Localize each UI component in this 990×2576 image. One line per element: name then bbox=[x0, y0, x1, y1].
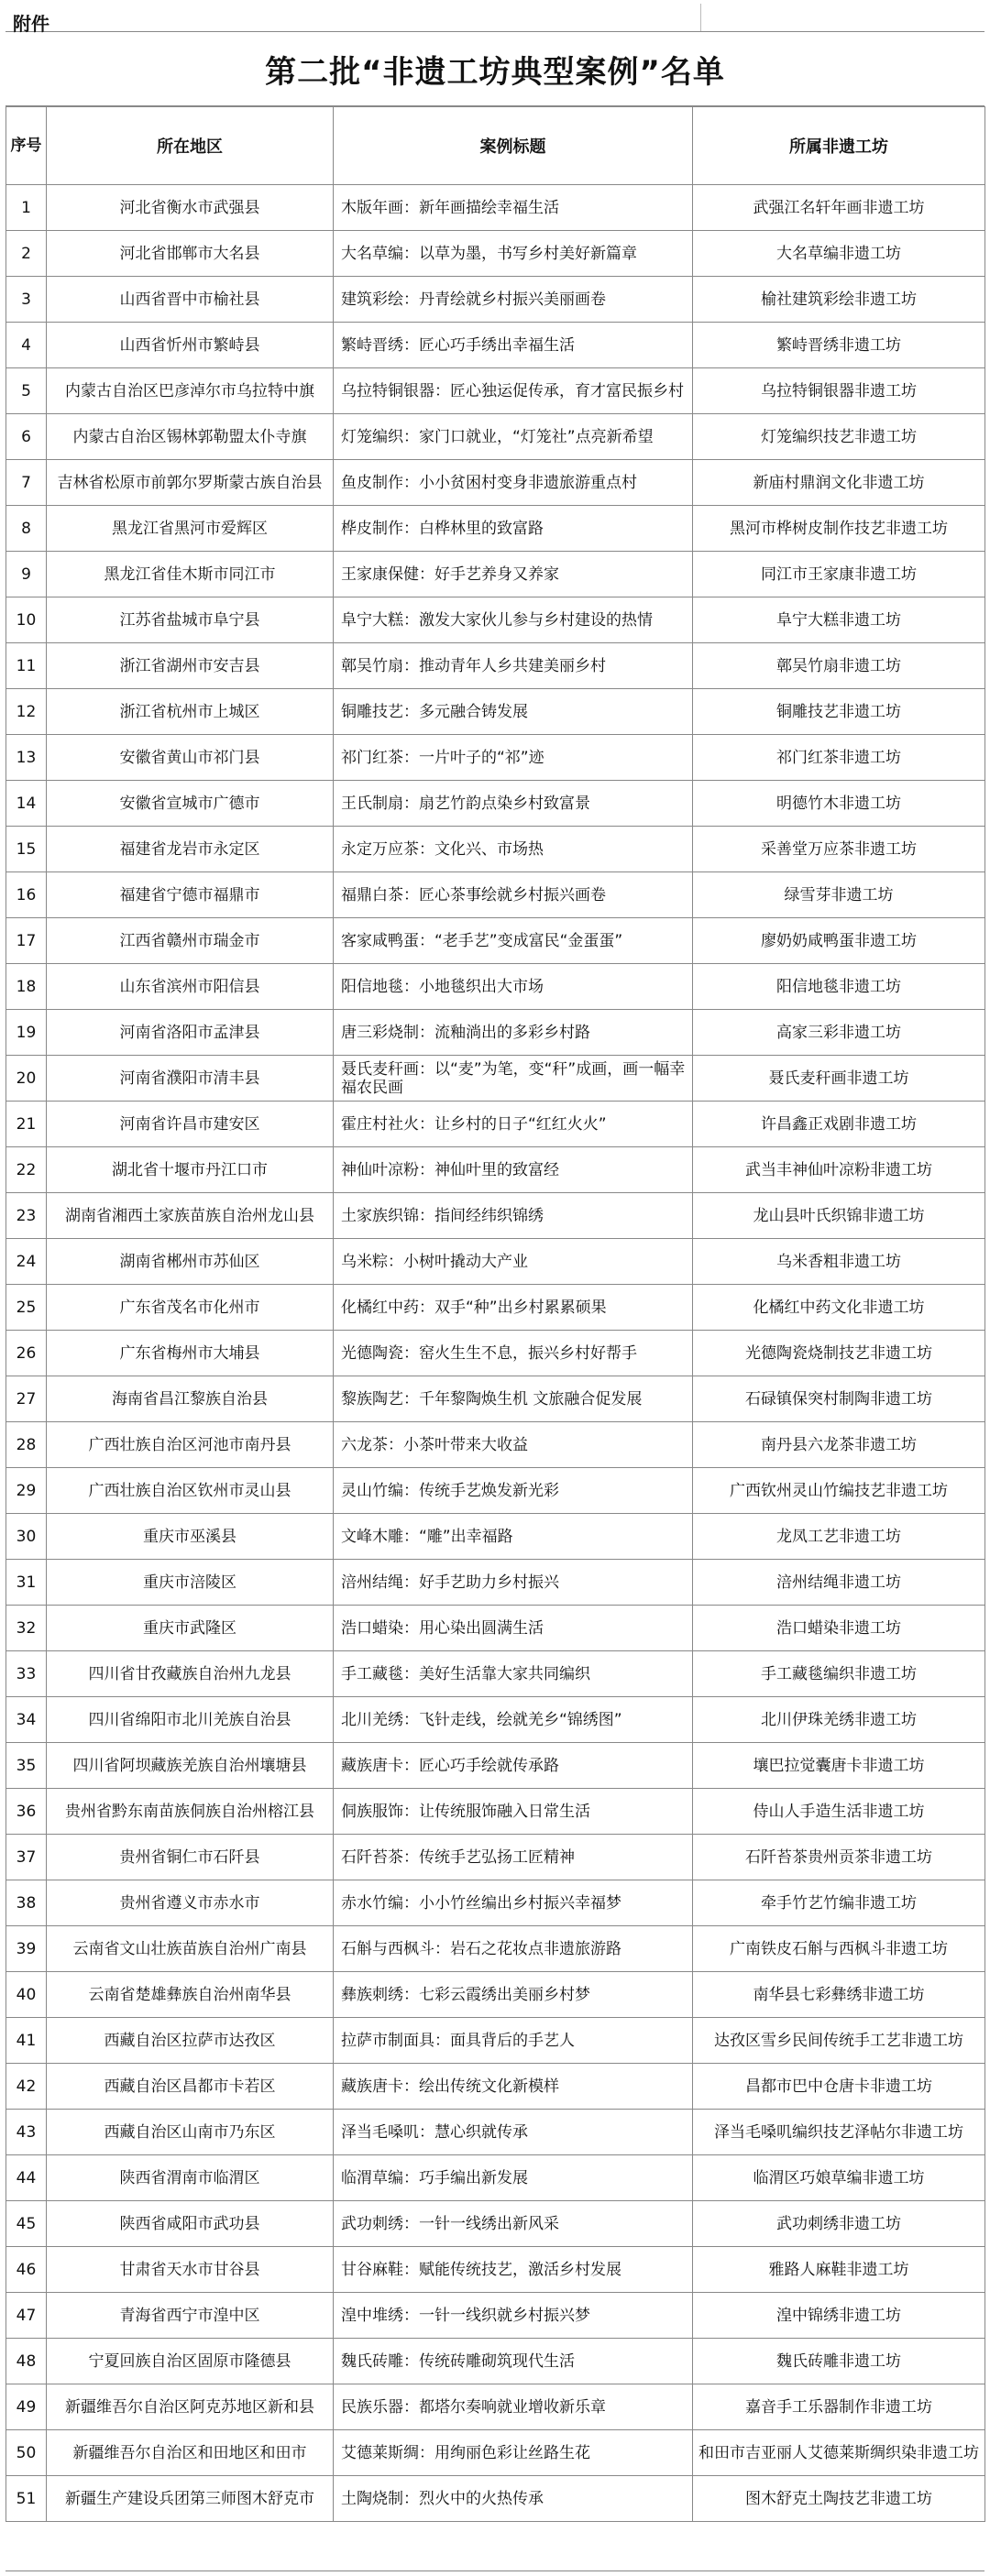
row-case-title: 唐三彩烧制：流釉淌出的多彩乡村路 bbox=[334, 1010, 693, 1056]
row-case-title: 阳信地毯：小地毯织出大市场 bbox=[334, 964, 693, 1010]
row-case-title: 六龙茶：小茶叶带来大收益 bbox=[334, 1422, 693, 1468]
row-index: 32 bbox=[6, 1606, 47, 1651]
row-region: 河南省濮阳市清丰县 bbox=[47, 1056, 334, 1102]
row-workshop: 祁门红茶非遗工坊 bbox=[693, 735, 985, 781]
row-index: 38 bbox=[6, 1880, 47, 1926]
row-region: 贵州省遵义市赤水市 bbox=[47, 1880, 334, 1926]
row-workshop: 新庙村鼎润文化非遗工坊 bbox=[693, 460, 985, 506]
table-row bbox=[6, 460, 985, 506]
row-workshop: 明德竹木非遗工坊 bbox=[693, 781, 985, 827]
row-index: 37 bbox=[6, 1835, 47, 1880]
row-case-title: 黎族陶艺：千年黎陶焕生机 文旅融合促发展 bbox=[334, 1376, 693, 1422]
row-region: 重庆市巫溪县 bbox=[47, 1514, 334, 1560]
row-region: 河南省许昌市建安区 bbox=[47, 1102, 334, 1147]
row-index: 17 bbox=[6, 918, 47, 964]
table-row bbox=[6, 1193, 985, 1239]
table-row bbox=[6, 1606, 985, 1651]
table-row bbox=[6, 597, 985, 643]
row-index: 46 bbox=[6, 2247, 47, 2293]
table-row bbox=[6, 2064, 985, 2110]
row-index: 51 bbox=[6, 2476, 47, 2522]
row-workshop: 武功刺绣非遗工坊 bbox=[693, 2201, 985, 2247]
row-region: 西藏自治区昌都市卡若区 bbox=[47, 2064, 334, 2110]
row-region: 山东省滨州市阳信县 bbox=[47, 964, 334, 1010]
table-row bbox=[6, 1972, 985, 2018]
table-row bbox=[6, 323, 985, 368]
row-index: 15 bbox=[6, 827, 47, 872]
row-case-title: 建筑彩绘：丹青绘就乡村振兴美丽画卷 bbox=[334, 277, 693, 323]
row-index: 18 bbox=[6, 964, 47, 1010]
row-region: 广东省梅州市大埔县 bbox=[47, 1331, 334, 1376]
row-workshop: 黑河市桦树皮制作技艺非遗工坊 bbox=[693, 506, 985, 552]
row-index: 11 bbox=[6, 643, 47, 689]
row-region: 广西壮族自治区河池市南丹县 bbox=[47, 1422, 334, 1468]
row-index: 19 bbox=[6, 1010, 47, 1056]
table-row bbox=[6, 368, 985, 414]
row-workshop: 魏氏砖雕非遗工坊 bbox=[693, 2339, 985, 2384]
row-region: 新疆维吾尔自治区和田地区和田市 bbox=[47, 2430, 334, 2476]
row-workshop: 嘉音手工乐器制作非遗工坊 bbox=[693, 2384, 985, 2430]
row-case-title: 霍庄村社火：让乡村的日子“红红火火” bbox=[334, 1102, 693, 1147]
row-case-title: 鱼皮制作：小小贫困村变身非遗旅游重点村 bbox=[334, 460, 693, 506]
table-row bbox=[6, 872, 985, 918]
row-case-title: 阜宁大糕：激发大家伙儿参与乡村建设的热情 bbox=[334, 597, 693, 643]
row-case-title: 神仙叶凉粉：神仙叶里的致富经 bbox=[334, 1147, 693, 1193]
table-row bbox=[6, 735, 985, 781]
row-case-title: 北川羌绣：飞针走线，绘就羌乡“锦绣图” bbox=[334, 1697, 693, 1743]
row-index: 34 bbox=[6, 1697, 47, 1743]
table-row bbox=[6, 1010, 985, 1056]
row-region: 云南省楚雄彝族自治州南华县 bbox=[47, 1972, 334, 2018]
row-region: 安徽省黄山市祁门县 bbox=[47, 735, 334, 781]
row-workshop: 鄣吴竹扇非遗工坊 bbox=[693, 643, 985, 689]
row-case-title: 文峰木雕：“雕”出幸福路 bbox=[334, 1514, 693, 1560]
row-case-title: 石阡苔茶：传统手艺弘扬工匠精神 bbox=[334, 1835, 693, 1880]
row-index: 29 bbox=[6, 1468, 47, 1514]
table-row bbox=[6, 2476, 985, 2522]
row-index: 7 bbox=[6, 460, 47, 506]
row-index: 9 bbox=[6, 552, 47, 597]
table-row bbox=[6, 1102, 985, 1147]
row-region: 西藏自治区拉萨市达孜区 bbox=[47, 2018, 334, 2064]
row-index: 13 bbox=[6, 735, 47, 781]
row-index: 21 bbox=[6, 1102, 47, 1147]
row-workshop: 灯笼编织技艺非遗工坊 bbox=[693, 414, 985, 460]
row-workshop: 高家三彩非遗工坊 bbox=[693, 1010, 985, 1056]
row-case-title: 临渭草编：巧手编出新发展 bbox=[334, 2155, 693, 2201]
row-region: 新疆维吾尔自治区阿克苏地区新和县 bbox=[47, 2384, 334, 2430]
row-index: 48 bbox=[6, 2339, 47, 2384]
row-workshop: 龙凤工艺非遗工坊 bbox=[693, 1514, 985, 1560]
attachment-label: 附件 bbox=[13, 13, 50, 35]
table-row bbox=[6, 781, 985, 827]
row-region: 福建省龙岩市永定区 bbox=[47, 827, 334, 872]
row-workshop: 泽当毛嗓叽编织技艺泽帖尔非遗工坊 bbox=[693, 2110, 985, 2155]
row-workshop: 昌都市巴中仓唐卡非遗工坊 bbox=[693, 2064, 985, 2110]
table-row bbox=[6, 414, 985, 460]
row-case-title: 藏族唐卡：绘出传统文化新模样 bbox=[334, 2064, 693, 2110]
row-index: 23 bbox=[6, 1193, 47, 1239]
row-region: 江西省赣州市瑞金市 bbox=[47, 918, 334, 964]
row-case-title: 拉萨市制面具：面具背后的手艺人 bbox=[334, 2018, 693, 2064]
table-row bbox=[6, 1789, 985, 1835]
row-workshop: 浩口蜡染非遗工坊 bbox=[693, 1606, 985, 1651]
row-workshop: 同江市王家康非遗工坊 bbox=[693, 552, 985, 597]
row-case-title: 土家族织锦：指间经纬织锦绣 bbox=[334, 1193, 693, 1239]
row-case-title: 王家康保健：好手艺养身又养家 bbox=[334, 552, 693, 597]
row-case-title: 石斛与西枫斗：岩石之花妆点非遗旅游路 bbox=[334, 1926, 693, 1972]
row-index: 6 bbox=[6, 414, 47, 460]
row-workshop: 图木舒克土陶技艺非遗工坊 bbox=[693, 2476, 985, 2522]
row-region: 四川省阿坝藏族羌族自治州壤塘县 bbox=[47, 1743, 334, 1789]
row-index: 10 bbox=[6, 597, 47, 643]
table-row bbox=[6, 231, 985, 277]
row-case-title: 浩口蜡染：用心染出圆满生活 bbox=[334, 1606, 693, 1651]
table-row bbox=[6, 1514, 985, 1560]
table-row bbox=[6, 185, 985, 231]
row-case-title: 光德陶瓷：窑火生生不息，振兴乡村好帮手 bbox=[334, 1331, 693, 1376]
row-index: 5 bbox=[6, 368, 47, 414]
row-workshop: 采善堂万应茶非遗工坊 bbox=[693, 827, 985, 872]
table-row bbox=[6, 277, 985, 323]
row-workshop: 南丹县六龙茶非遗工坊 bbox=[693, 1422, 985, 1468]
table-row bbox=[6, 2155, 985, 2201]
row-index: 20 bbox=[6, 1056, 47, 1102]
row-workshop: 阜宁大糕非遗工坊 bbox=[693, 597, 985, 643]
row-region: 广东省茂名市化州市 bbox=[47, 1285, 334, 1331]
row-index: 12 bbox=[6, 689, 47, 735]
row-case-title: 土陶烧制：烈火中的火热传承 bbox=[334, 2476, 693, 2522]
row-region: 宁夏回族自治区固原市隆德县 bbox=[47, 2339, 334, 2384]
row-index: 8 bbox=[6, 506, 47, 552]
row-case-title: 泽当毛嗓叽：慧心织就传承 bbox=[334, 2110, 693, 2155]
row-region: 湖南省湘西土家族苗族自治州龙山县 bbox=[47, 1193, 334, 1239]
row-workshop: 乌拉特铜银器非遗工坊 bbox=[693, 368, 985, 414]
row-workshop: 手工藏毯编织非遗工坊 bbox=[693, 1651, 985, 1697]
row-case-title: 木版年画：新年画描绘幸福生活 bbox=[334, 185, 693, 231]
table-row bbox=[6, 1560, 985, 1606]
table-row bbox=[6, 506, 985, 552]
row-region: 贵州省黔东南苗族侗族自治州榕江县 bbox=[47, 1789, 334, 1835]
row-case-title: 灵山竹编：传统手艺焕发新光彩 bbox=[334, 1468, 693, 1514]
row-index: 31 bbox=[6, 1560, 47, 1606]
row-region: 黑龙江省黑河市爱辉区 bbox=[47, 506, 334, 552]
row-region: 湖南省郴州市苏仙区 bbox=[47, 1239, 334, 1285]
row-case-title: 鄣吴竹扇：推动青年人乡共建美丽乡村 bbox=[334, 643, 693, 689]
row-workshop: 光德陶瓷烧制技艺非遗工坊 bbox=[693, 1331, 985, 1376]
row-region: 江苏省盐城市阜宁县 bbox=[47, 597, 334, 643]
table-row bbox=[6, 1743, 985, 1789]
row-region: 新疆生产建设兵团第三师图木舒克市 bbox=[47, 2476, 334, 2522]
row-region: 青海省西宁市湟中区 bbox=[47, 2293, 334, 2339]
row-region: 贵州省铜仁市石阡县 bbox=[47, 1835, 334, 1880]
row-workshop: 广南铁皮石斛与西枫斗非遗工坊 bbox=[693, 1926, 985, 1972]
row-region: 黑龙江省佳木斯市同江市 bbox=[47, 552, 334, 597]
row-case-title: 甘谷麻鞋：赋能传统技艺，激活乡村发展 bbox=[334, 2247, 693, 2293]
cell-divider bbox=[700, 4, 701, 31]
row-workshop: 化橘红中药文化非遗工坊 bbox=[693, 1285, 985, 1331]
table-row bbox=[6, 2430, 985, 2476]
table-row bbox=[6, 1056, 985, 1102]
table-row bbox=[6, 552, 985, 597]
row-region: 西藏自治区山南市乃东区 bbox=[47, 2110, 334, 2155]
row-workshop: 牵手竹艺竹编非遗工坊 bbox=[693, 1880, 985, 1926]
table-row bbox=[6, 1422, 985, 1468]
table-row bbox=[6, 1697, 985, 1743]
row-index: 16 bbox=[6, 872, 47, 918]
row-case-title: 手工藏毯：美好生活靠大家共同编织 bbox=[334, 1651, 693, 1697]
table-row bbox=[6, 918, 985, 964]
table-row bbox=[6, 1285, 985, 1331]
row-workshop: 石碌镇保突村制陶非遗工坊 bbox=[693, 1376, 985, 1422]
row-index: 35 bbox=[6, 1743, 47, 1789]
row-region: 浙江省杭州市上城区 bbox=[47, 689, 334, 735]
row-index: 14 bbox=[6, 781, 47, 827]
table-row bbox=[6, 2018, 985, 2064]
row-region: 河北省邯郸市大名县 bbox=[47, 231, 334, 277]
row-case-title: 涪州结绳：好手艺助力乡村振兴 bbox=[334, 1560, 693, 1606]
row-case-title: 客家咸鸭蛋：“老手艺”变成富民“金蛋蛋” bbox=[334, 918, 693, 964]
header-case-title: 案例标题 bbox=[334, 107, 693, 185]
row-region: 安徽省宣城市广德市 bbox=[47, 781, 334, 827]
table-row bbox=[6, 2110, 985, 2155]
row-workshop: 石阡苔茶贵州贡茶非遗工坊 bbox=[693, 1835, 985, 1880]
row-workshop: 龙山县叶氏织锦非遗工坊 bbox=[693, 1193, 985, 1239]
row-region: 海南省昌江黎族自治县 bbox=[47, 1376, 334, 1422]
row-case-title: 化橘红中药：双手“种”出乡村累累硕果 bbox=[334, 1285, 693, 1331]
row-index: 49 bbox=[6, 2384, 47, 2430]
row-index: 50 bbox=[6, 2430, 47, 2476]
row-workshop: 许昌鑫正戏剧非遗工坊 bbox=[693, 1102, 985, 1147]
row-case-title: 聂氏麦秆画：以“麦”为笔，变“秆”成画，画一幅幸福农民画 bbox=[334, 1056, 693, 1102]
table-row bbox=[6, 2201, 985, 2247]
row-case-title: 魏氏砖雕：传统砖雕砌筑现代生活 bbox=[334, 2339, 693, 2384]
row-case-title: 永定万应茶：文化兴、市场热 bbox=[334, 827, 693, 872]
row-case-title: 民族乐器：都塔尔奏响就业增收新乐章 bbox=[334, 2384, 693, 2430]
row-case-title: 武功刺绣：一针一线绣出新风采 bbox=[334, 2201, 693, 2247]
row-index: 39 bbox=[6, 1926, 47, 1972]
row-case-title: 侗族服饰：让传统服饰融入日常生活 bbox=[334, 1789, 693, 1835]
row-region: 湖北省十堰市丹江口市 bbox=[47, 1147, 334, 1193]
row-index: 36 bbox=[6, 1789, 47, 1835]
row-region: 吉林省松原市前郭尔罗斯蒙古族自治县 bbox=[47, 460, 334, 506]
table-row bbox=[6, 827, 985, 872]
row-case-title: 大名草编：以草为墨，书写乡村美好新篇章 bbox=[334, 231, 693, 277]
row-region: 四川省绵阳市北川羌族自治县 bbox=[47, 1697, 334, 1743]
row-index: 2 bbox=[6, 231, 47, 277]
row-index: 30 bbox=[6, 1514, 47, 1560]
row-region: 甘肃省天水市甘谷县 bbox=[47, 2247, 334, 2293]
row-workshop: 聂氏麦秆画非遗工坊 bbox=[693, 1056, 985, 1102]
row-workshop: 武强江名轩年画非遗工坊 bbox=[693, 185, 985, 231]
table-row bbox=[6, 1147, 985, 1193]
row-workshop: 武当丰神仙叶凉粉非遗工坊 bbox=[693, 1147, 985, 1193]
row-index: 28 bbox=[6, 1422, 47, 1468]
row-region: 云南省文山壮族苗族自治州广南县 bbox=[47, 1926, 334, 1972]
table-row bbox=[6, 689, 985, 735]
row-case-title: 王氏制扇：扇艺竹韵点染乡村致富景 bbox=[334, 781, 693, 827]
header-region: 所在地区 bbox=[47, 107, 334, 185]
row-workshop: 南华县七彩彝绣非遗工坊 bbox=[693, 1972, 985, 2018]
row-region: 广西壮族自治区钦州市灵山县 bbox=[47, 1468, 334, 1514]
row-case-title: 乌米粽：小树叶撬动大产业 bbox=[334, 1239, 693, 1285]
table-header-row bbox=[6, 107, 985, 185]
table-body bbox=[6, 185, 985, 2522]
row-index: 22 bbox=[6, 1147, 47, 1193]
row-workshop: 侍山人手造生活非遗工坊 bbox=[693, 1789, 985, 1835]
table-row bbox=[6, 2293, 985, 2339]
row-index: 24 bbox=[6, 1239, 47, 1285]
row-index: 47 bbox=[6, 2293, 47, 2339]
row-region: 山西省忻州市繁峙县 bbox=[47, 323, 334, 368]
row-case-title: 彝族刺绣：七彩云霞绣出美丽乡村梦 bbox=[334, 1972, 693, 2018]
row-workshop: 廖奶奶咸鸭蛋非遗工坊 bbox=[693, 918, 985, 964]
table-row bbox=[6, 1239, 985, 1285]
row-workshop: 涪州结绳非遗工坊 bbox=[693, 1560, 985, 1606]
table-row bbox=[6, 1468, 985, 1514]
row-case-title: 藏族唐卡：匠心巧手绘就传承路 bbox=[334, 1743, 693, 1789]
table-row bbox=[6, 1880, 985, 1926]
row-index: 27 bbox=[6, 1376, 47, 1422]
row-workshop: 阳信地毯非遗工坊 bbox=[693, 964, 985, 1010]
row-index: 43 bbox=[6, 2110, 47, 2155]
row-case-title: 桦皮制作：白桦林里的致富路 bbox=[334, 506, 693, 552]
row-region: 福建省宁德市福鼎市 bbox=[47, 872, 334, 918]
row-region: 河北省衡水市武强县 bbox=[47, 185, 334, 231]
row-region: 内蒙古自治区巴彦淖尔市乌拉特中旗 bbox=[47, 368, 334, 414]
row-index: 45 bbox=[6, 2201, 47, 2247]
row-workshop: 大名草编非遗工坊 bbox=[693, 231, 985, 277]
row-case-title: 乌拉特铜银器：匠心独运促传承，育才富民振乡村 bbox=[334, 368, 693, 414]
table-row bbox=[6, 1376, 985, 1422]
row-case-title: 祁门红茶：一片叶子的“祁”迹 bbox=[334, 735, 693, 781]
row-region: 陕西省咸阳市武功县 bbox=[47, 2201, 334, 2247]
row-region: 浙江省湖州市安吉县 bbox=[47, 643, 334, 689]
row-workshop: 和田市吉亚丽人艾德莱斯绸织染非遗工坊 bbox=[693, 2430, 985, 2476]
row-workshop: 广西钦州灵山竹编技艺非遗工坊 bbox=[693, 1468, 985, 1514]
row-workshop: 乌米香粗非遗工坊 bbox=[693, 1239, 985, 1285]
row-workshop: 北川伊珠羌绣非遗工坊 bbox=[693, 1697, 985, 1743]
table-row bbox=[6, 1651, 985, 1697]
row-case-title: 铜雕技艺：多元融合铸发展 bbox=[334, 689, 693, 735]
row-region: 河南省洛阳市孟津县 bbox=[47, 1010, 334, 1056]
row-workshop: 壤巴拉觉囊唐卡非遗工坊 bbox=[693, 1743, 985, 1789]
row-index: 4 bbox=[6, 323, 47, 368]
table-row bbox=[6, 1331, 985, 1376]
row-case-title: 灯笼编织：家门口就业，“灯笼社”点亮新希望 bbox=[334, 414, 693, 460]
row-workshop: 雅路人麻鞋非遗工坊 bbox=[693, 2247, 985, 2293]
table-row bbox=[6, 1926, 985, 1972]
row-region: 重庆市武隆区 bbox=[47, 1606, 334, 1651]
title-row bbox=[6, 32, 984, 106]
row-region: 内蒙古自治区锡林郭勒盟太仆寺旗 bbox=[47, 414, 334, 460]
row-case-title: 福鼎白茶：匠心茶事绘就乡村振兴画卷 bbox=[334, 872, 693, 918]
row-case-title: 繁峙晋绣：匠心巧手绣出幸福生活 bbox=[334, 323, 693, 368]
row-case-title: 赤水竹编：小小竹丝编出乡村振兴幸福梦 bbox=[334, 1880, 693, 1926]
row-index: 26 bbox=[6, 1331, 47, 1376]
row-workshop: 湟中锦绣非遗工坊 bbox=[693, 2293, 985, 2339]
header-index: 序号 bbox=[6, 107, 47, 185]
row-region: 山西省晋中市榆社县 bbox=[47, 277, 334, 323]
row-region: 陕西省渭南市临渭区 bbox=[47, 2155, 334, 2201]
table-row bbox=[6, 2247, 985, 2293]
table-row bbox=[6, 2384, 985, 2430]
case-list-table bbox=[6, 106, 985, 2522]
table-row bbox=[6, 643, 985, 689]
attachment-header-row bbox=[6, 4, 984, 35]
row-index: 40 bbox=[6, 1972, 47, 2018]
row-workshop: 绿雪芽非遗工坊 bbox=[693, 872, 985, 918]
row-index: 3 bbox=[6, 277, 47, 323]
document-title: 第二批“非遗工坊典型案例”名单 bbox=[265, 53, 725, 91]
row-workshop: 铜雕技艺非遗工坊 bbox=[693, 689, 985, 735]
header-workshop: 所属非遗工坊 bbox=[693, 107, 985, 185]
row-workshop: 繁峙晋绣非遗工坊 bbox=[693, 323, 985, 368]
row-case-title: 湟中堆绣：一针一线织就乡村振兴梦 bbox=[334, 2293, 693, 2339]
row-region: 重庆市涪陵区 bbox=[47, 1560, 334, 1606]
row-index: 1 bbox=[6, 185, 47, 231]
row-region: 四川省甘孜藏族自治州九龙县 bbox=[47, 1651, 334, 1697]
table-row bbox=[6, 1835, 985, 1880]
row-workshop: 榆社建筑彩绘非遗工坊 bbox=[693, 277, 985, 323]
row-workshop: 达孜区雪乡民间传统手工艺非遗工坊 bbox=[693, 2018, 985, 2064]
row-index: 33 bbox=[6, 1651, 47, 1697]
row-index: 44 bbox=[6, 2155, 47, 2201]
row-workshop: 临渭区巧娘草编非遗工坊 bbox=[693, 2155, 985, 2201]
table-row bbox=[6, 2339, 985, 2384]
row-case-title: 艾德莱斯绸：用绚丽色彩让丝路生花 bbox=[334, 2430, 693, 2476]
row-index: 25 bbox=[6, 1285, 47, 1331]
row-index: 42 bbox=[6, 2064, 47, 2110]
table-row bbox=[6, 964, 985, 1010]
row-index: 41 bbox=[6, 2018, 47, 2064]
